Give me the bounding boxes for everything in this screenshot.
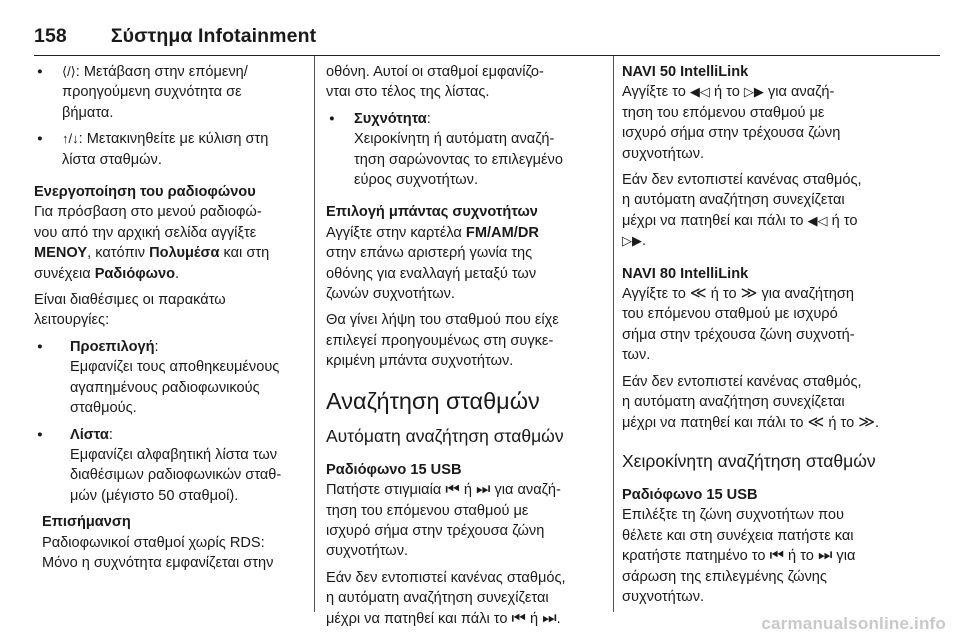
seek-right-icon: ▷▶ [743,84,764,100]
navi80-title: NAVI 80 IntelliLink [622,265,749,282]
header-rule [34,55,940,56]
step-arrows-icon: ⟨/⟩ [62,64,76,79]
column-1: ● ⟨/⟩: Μετάβαση στην επόμενη/ προηγούμενη συχνότητα σε βήματα. ● ↑/↓: Μετακινηθείτε με κύλιση στη λίστα σταθμών. Ενεργοποίηση του ραδιοφώνου Για πρόσβαση στο μενού ραδιοφώ- νου από την αρχική σελίδα αγγίξτε ΜΕΝΟΥ, κατόπιν Πολυμέσα και στη συνέχεια Ραδιόφωνο. Είναι διαθέσιμες οι παρακάτω λειτουργίες: ● Προεπιλογή: Εμφανίζει τους αποθηκευμένους αγαπημένους ραδιοφωνικούς σταθμούς. ● Λίστα: Εμφανίζει αλφαβητική λίστα των διαθέσιμων ραδιοφωνικών σταθ- μών (μέγιστο 50 σταθμοί). Επισήμανση Ραδιοφωνικοί σταθμοί χωρίς RDS: Μόνο η συχνότητα εμφανίζεται στην [34,62,306,612]
skip-previous-icon: ⏮ [769,547,784,565]
column-2: οθόνη. Αυτοί οι σταθμοί εμφανίζο- νται στο τέλος της λίστας. ● Συχνότητα: Χειροκίνητη ή αυτόματη αναζή- τηση σαρώνοντας το επιλεγμένο εύρος συχνοτήτων. Επιλογή μπάντας συχνοτήτων Αγγίξτε στην καρτέλα FM/AM/DR στην επάνω αριστερή γωνία της οθόνης για εναλλαγή μεταξύ των ζωνών συχνοτήτων. Θα γίνει λήψη του σταθμού που είχε επιλεγεί προηγουμένως στη συγκε- κριμένη μπάντα συχνοτήτων. Αναζήτηση σταθμών Αυτόματη αναζήτηση σταθμών Ραδιόφωνο 15 USB Πατήστε στιγμιαία ⏮ ή ⏭ για αναζή- τηση του επόμενου σταθμού με ισχυρό σήμα στην τρέχουσα ζώνη συχνοτήτων. Εάν δεν εντοπιστεί κανένας σταθμός, η αυτόματη αναζήτηση συνεχίζεται μέχρι να πατηθεί και πάλι το ⏮ ή ⏭. [326,62,608,612]
heading-activate-radio: Ενεργοποίηση του ραδιοφώνου [34,184,256,201]
heading-band-select: Επιλογή μπάντας συχνοτήτων [326,204,538,221]
double-chevron-right-icon: ≫ [858,413,876,431]
seek-right-icon: ▷▶ [622,233,642,249]
bullet-step: ● ⟨/⟩: Μετάβαση στην επόμενη/ προηγούμενη συχνότητα σε βήματα. [34,62,306,123]
band-dr: DR [517,224,539,241]
column-3: NAVI 50 IntelliLink Αγγίξτε το ◀◁ ή το ▷▶ για αναζή- τηση του επόμενου σταθμού με ισχυρό σήμα στην τρέχουσα ζώνη συχνοτήτων. Εάν δεν εντοπιστεί κανένας σταθμός, η αυτόματη αναζήτηση συνεχίζεται μέχρι να πατηθεί και πάλι το ◀◁ ή το ▷▶. NAVI 80 IntelliLink Αγγίξτε το ≪ ή το ≫ για αναζήτηση του επόμενου σταθμού με ισχυρό σήμα στην τρέχουσα ζώνη συχνοτή- των. Εάν δεν εντοπιστεί κανένας σταθμός, η αυτόματη αναζήτηση συνεχίζεται μέχρι να πατηθεί και πάλι το ≪ ή το ≫. Χειροκίνητη αναζήτηση σταθμών Ραδιόφωνο 15 USB Επιλέξτε τη ζώνη συχνοτήτων που θέλετε και στη συνέχεια πατήστε και κρατήστε πατημένο το ⏮ ή το ⏭ για σάρωση της επιλεγμένης ζώνης συχνοτήτων. [622,62,926,612]
band-am: AM [491,224,514,241]
heading-station-search: Αναζήτηση σταθμών [326,387,540,414]
page-header [34,26,316,58]
column-divider-1 [314,56,315,612]
multimedia-keyword: Πολυμέσα [149,245,220,262]
bullet-scroll: ● ↑/↓: Μετακινηθείτε με κύλιση στη λίστα σταθμών. [34,129,306,170]
seek-left-icon: ◀◁ [807,212,828,228]
watermark-text: carmanualsonline.info [761,614,946,633]
note-title: Επισήμανση [42,514,131,531]
bullet-list: ● Λίστα: Εμφανίζει αλφαβητική λίστα των διαθέσιμων ραδιοφωνικών σταθ- μών (μέγιστο 50 σταθμοί). [34,425,306,507]
up-down-arrows-icon: ↑/↓ [62,131,79,147]
heading-auto-search: Αυτόματη αναζήτηση σταθμών [326,425,564,446]
skip-next-icon: ⏭ [476,481,491,499]
skip-previous-icon: ⏮ [445,481,460,499]
manual-radio15-title: Ραδιόφωνο 15 USB [622,486,758,503]
radio15-title: Ραδιόφωνο 15 USB [326,461,462,478]
radio-keyword: Ραδιόφωνο [94,265,176,282]
bullet-favorites: ● Προεπιλογή: Εμφανίζει τους αποθηκευμένους αγαπημένους ραδιοφωνικούς σταθμούς. [34,337,306,419]
navi50-title: NAVI 50 IntelliLink [622,64,749,80]
seek-left-icon: ◀◁ [689,84,710,100]
menu-keyword: ΜΕΝΟΥ [34,245,88,262]
page-number: 158 [34,25,67,47]
skip-previous-icon: ⏮ [511,609,526,627]
page-title: Σύστημα Infotainment [110,25,317,47]
skip-next-icon: ⏭ [542,609,557,627]
note-block: Επισήμανση Ραδιοφωνικοί σταθμοί χωρίς RDS: Μόνο η συχνότητα εμφανίζεται στην [34,512,306,573]
double-chevron-left-icon: ≪ [807,413,825,431]
double-chevron-right-icon: ≫ [740,285,758,303]
double-chevron-left-icon: ≪ [689,285,707,303]
bullet-frequency: ● Συχνότητα: Χειροκίνητη ή αυτόματη αναζή- τηση σαρώνοντας το επιλεγμένο εύρος συχνοτήτων. [326,109,608,191]
heading-manual-search: Χειροκίνητη αναζήτηση σταθμών [622,450,876,471]
column-divider-2 [613,56,614,612]
skip-next-icon: ⏭ [817,547,833,565]
band-fm: FM [465,224,487,241]
